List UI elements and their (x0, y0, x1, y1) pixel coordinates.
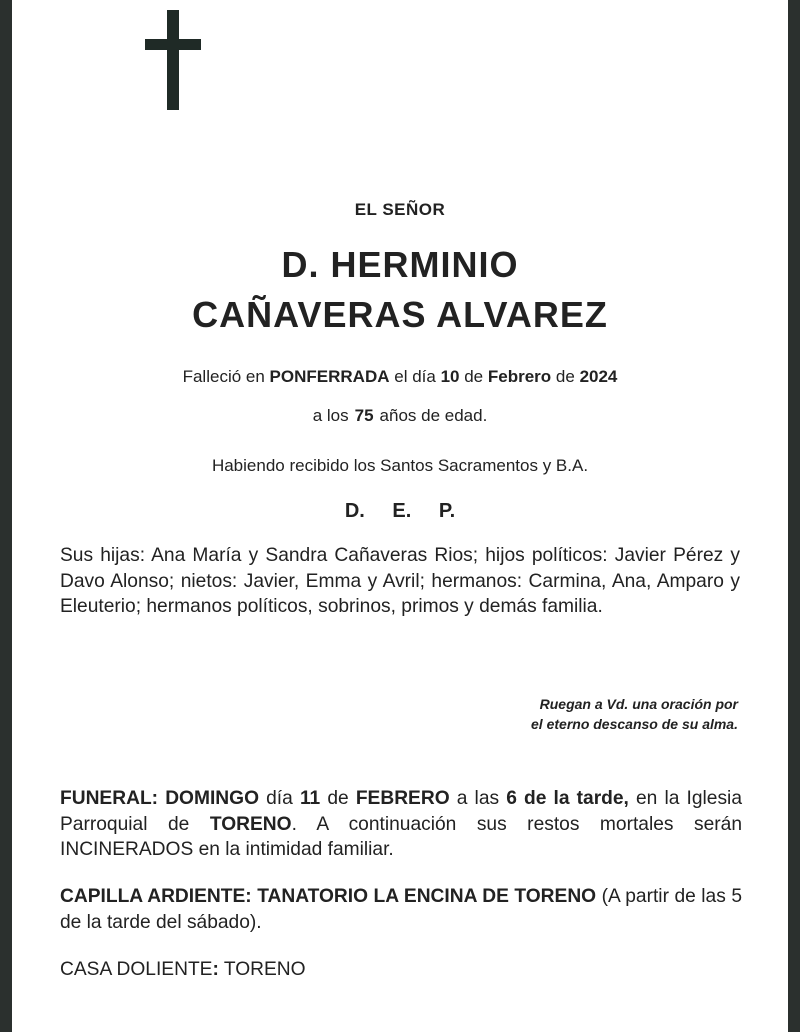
funeral-details: FUNERAL: DOMINGO día 11 de FEBRERO a las 6 de la tarde, en la Iglesia Parroquial de TORENO. A continuación sus restos mortales serán INCINERADOS en la intimidad familiar. (60, 788, 742, 860)
dep-label: D. E. P. (344, 500, 456, 522)
age-statement: a los 75 años de edad. (312, 406, 488, 425)
deceased-name-line1: D. HERMINIO (281, 244, 519, 285)
family-list: Sus hijas: Ana María y Sandra Cañaveras Rios; hijos políticos: Javier Pérez y Davo Alonso; nietos: Javier, Emma y Avril; hermanos: Carmina, Ana, Amparo y Eleuterio; hermanos políticos, sobrinos, primos y demás familia. (60, 545, 740, 617)
wake-details: CAPILLA ARDIENTE: TANATORIO LA ENCINA DE TORENO (A partir de las 5 de la tarde del sábado). (60, 886, 742, 933)
sacraments-statement: Habiendo recibido los Santos Sacramentos y B.A. (211, 456, 589, 475)
death-statement: Falleció en PONFERRADA el día 10 de Febrero de 2024 (182, 367, 618, 386)
mourning-house: CASA DOLIENTE: TORENO (60, 959, 306, 980)
deceased-name-line2: CAÑAVERAS ALVAREZ (192, 294, 608, 335)
cross-icon (145, 10, 201, 110)
honorific-label: EL SEÑOR (354, 200, 446, 219)
prayer-request: Ruegan a Vd. una oración por el eterno descanso de su alma. (531, 696, 738, 732)
obituary-page (12, 0, 788, 1032)
